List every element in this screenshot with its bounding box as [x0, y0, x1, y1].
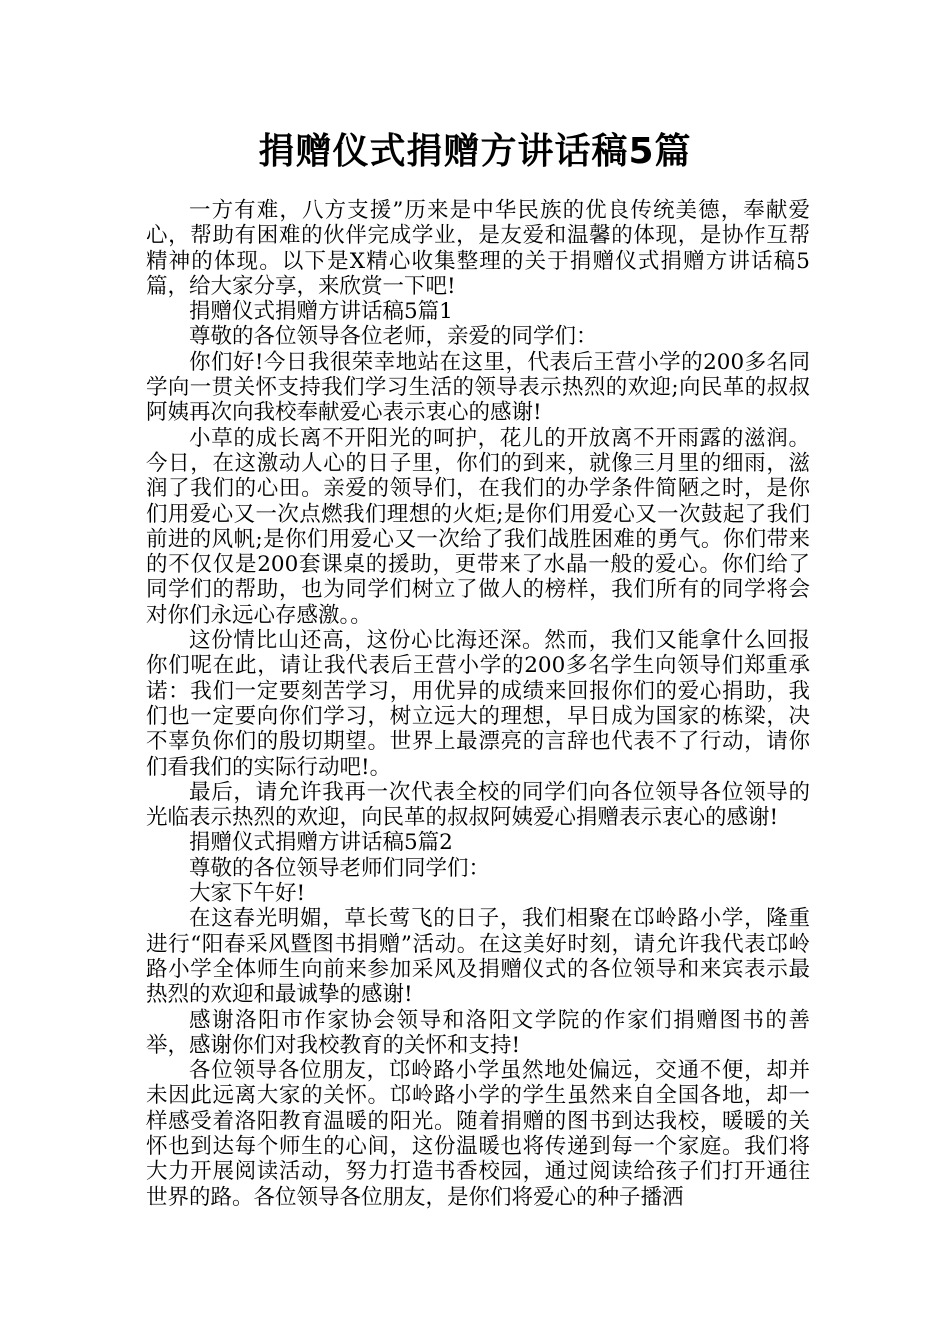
paragraph: 你们好!今日我很荣幸地站在这里，代表后王营小学的200多名同学向一贯关怀支持我们学习生活的领导表示热烈的欢迎;向民革的叔叔阿姨再次向我校奉献爱心表示衷心的感谢!: [146, 349, 810, 426]
paragraph: 各位领导各位朋友，邙岭路小学虽然地处偏远，交通不便，却并未因此远离大家的关怀。邙岭路小学的学生虽然来自全国各地，却一样感受着洛阳教育温暖的阳光。随着捐赠的图书到达我校，暖暖的关怀也到达每个师生的心间，这份温暖也将传递到每一个家庭。我们将大力开展阅读活动，努力打造书香校园，通过阅读给孩子们打开通往世界的路。各位领导各位朋友，是你们将爱心的种子播洒: [146, 1058, 810, 1210]
paragraph: 小草的成长离不开阳光的呵护，花儿的开放离不开雨露的滋润。今日，在这激动人心的日子里，你们的到来，就像三月里的细雨，滋润了我们的心田。亲爱的领导们，在我们的办学条件简陋之时，是你们用爱心又一次点燃我们理想的火炬;是你们用爱心又一次鼓起了我们前进的风帆;是你们用爱心又一次给了我们战胜困难的勇气。你们带来的不仅仅是200套课桌的援助，更带来了水晶一般的爱心。你们给了同学们的帮助，也为同学们树立了做人的榜样，我们所有的同学将会对你们永远心存感激。。: [146, 425, 810, 628]
section-heading-1: 捐赠仪式捐赠方讲话稿5篇1: [189, 299, 453, 325]
paragraph: 感谢洛阳市作家协会领导和洛阳文学院的作家们捐赠图书的善举，感谢你们对我校教育的关怀和支持!: [146, 1007, 810, 1058]
paragraph: 尊敬的各位领导老师们同学们：: [189, 855, 491, 881]
paragraph: 大家下午好!: [189, 881, 306, 907]
paragraph: 尊敬的各位领导各位老师，亲爱的同学们：: [189, 324, 598, 350]
paragraph-intro: 一方有难，八方支援”历来是中华民族的优良传统美德，奉献爱心，帮助有困难的伙伴完成学业，是友爱和温馨的体现，是协作互帮精神的体现。以下是X精心收集整理的关于捐赠仪式捐赠方讲话稿5篇，给大家分享，来欣赏一下吧!: [146, 198, 810, 299]
paragraph: 最后，请允许我再一次代表全校的同学们向各位领导各位领导的光临表示热烈的欢迎，向民革的叔叔阿姨爱心捐赠表示衷心的感谢!: [146, 779, 810, 831]
document-body: [146, 198, 810, 1210]
paragraph: 这份情比山还高，这份心比海还深。然而，我们又能拿什么回报你们呢在此，请让我代表后王营小学的200多名学生向领导们郑重承诺：我们一定要刻苦学习，用优异的成绩来回报你们的爱心捐助，我们也一定要向你们学习，树立远大的理想，早日成为国家的栋梁，决不辜负你们的殷切期望。世界上最漂亮的言辞也代表不了行动，请你们看我们的实际行动吧!。: [146, 628, 810, 780]
section-heading-2: 捐赠仪式捐赠方讲话稿5篇2: [189, 830, 453, 856]
paragraph: 在这春光明媚，草长莺飞的日子，我们相聚在邙岭路小学，隆重进行“阳春采风暨图书捐赠”活动。在这美好时刻，请允许我代表邙岭路小学全体师生向前来参加采风及捐赠仪式的各位领导和来宾表示最热烈的欢迎和最诚挚的感谢!: [146, 906, 810, 1008]
document-title: 捐赠仪式捐赠方讲话稿5篇: [258, 131, 692, 172]
